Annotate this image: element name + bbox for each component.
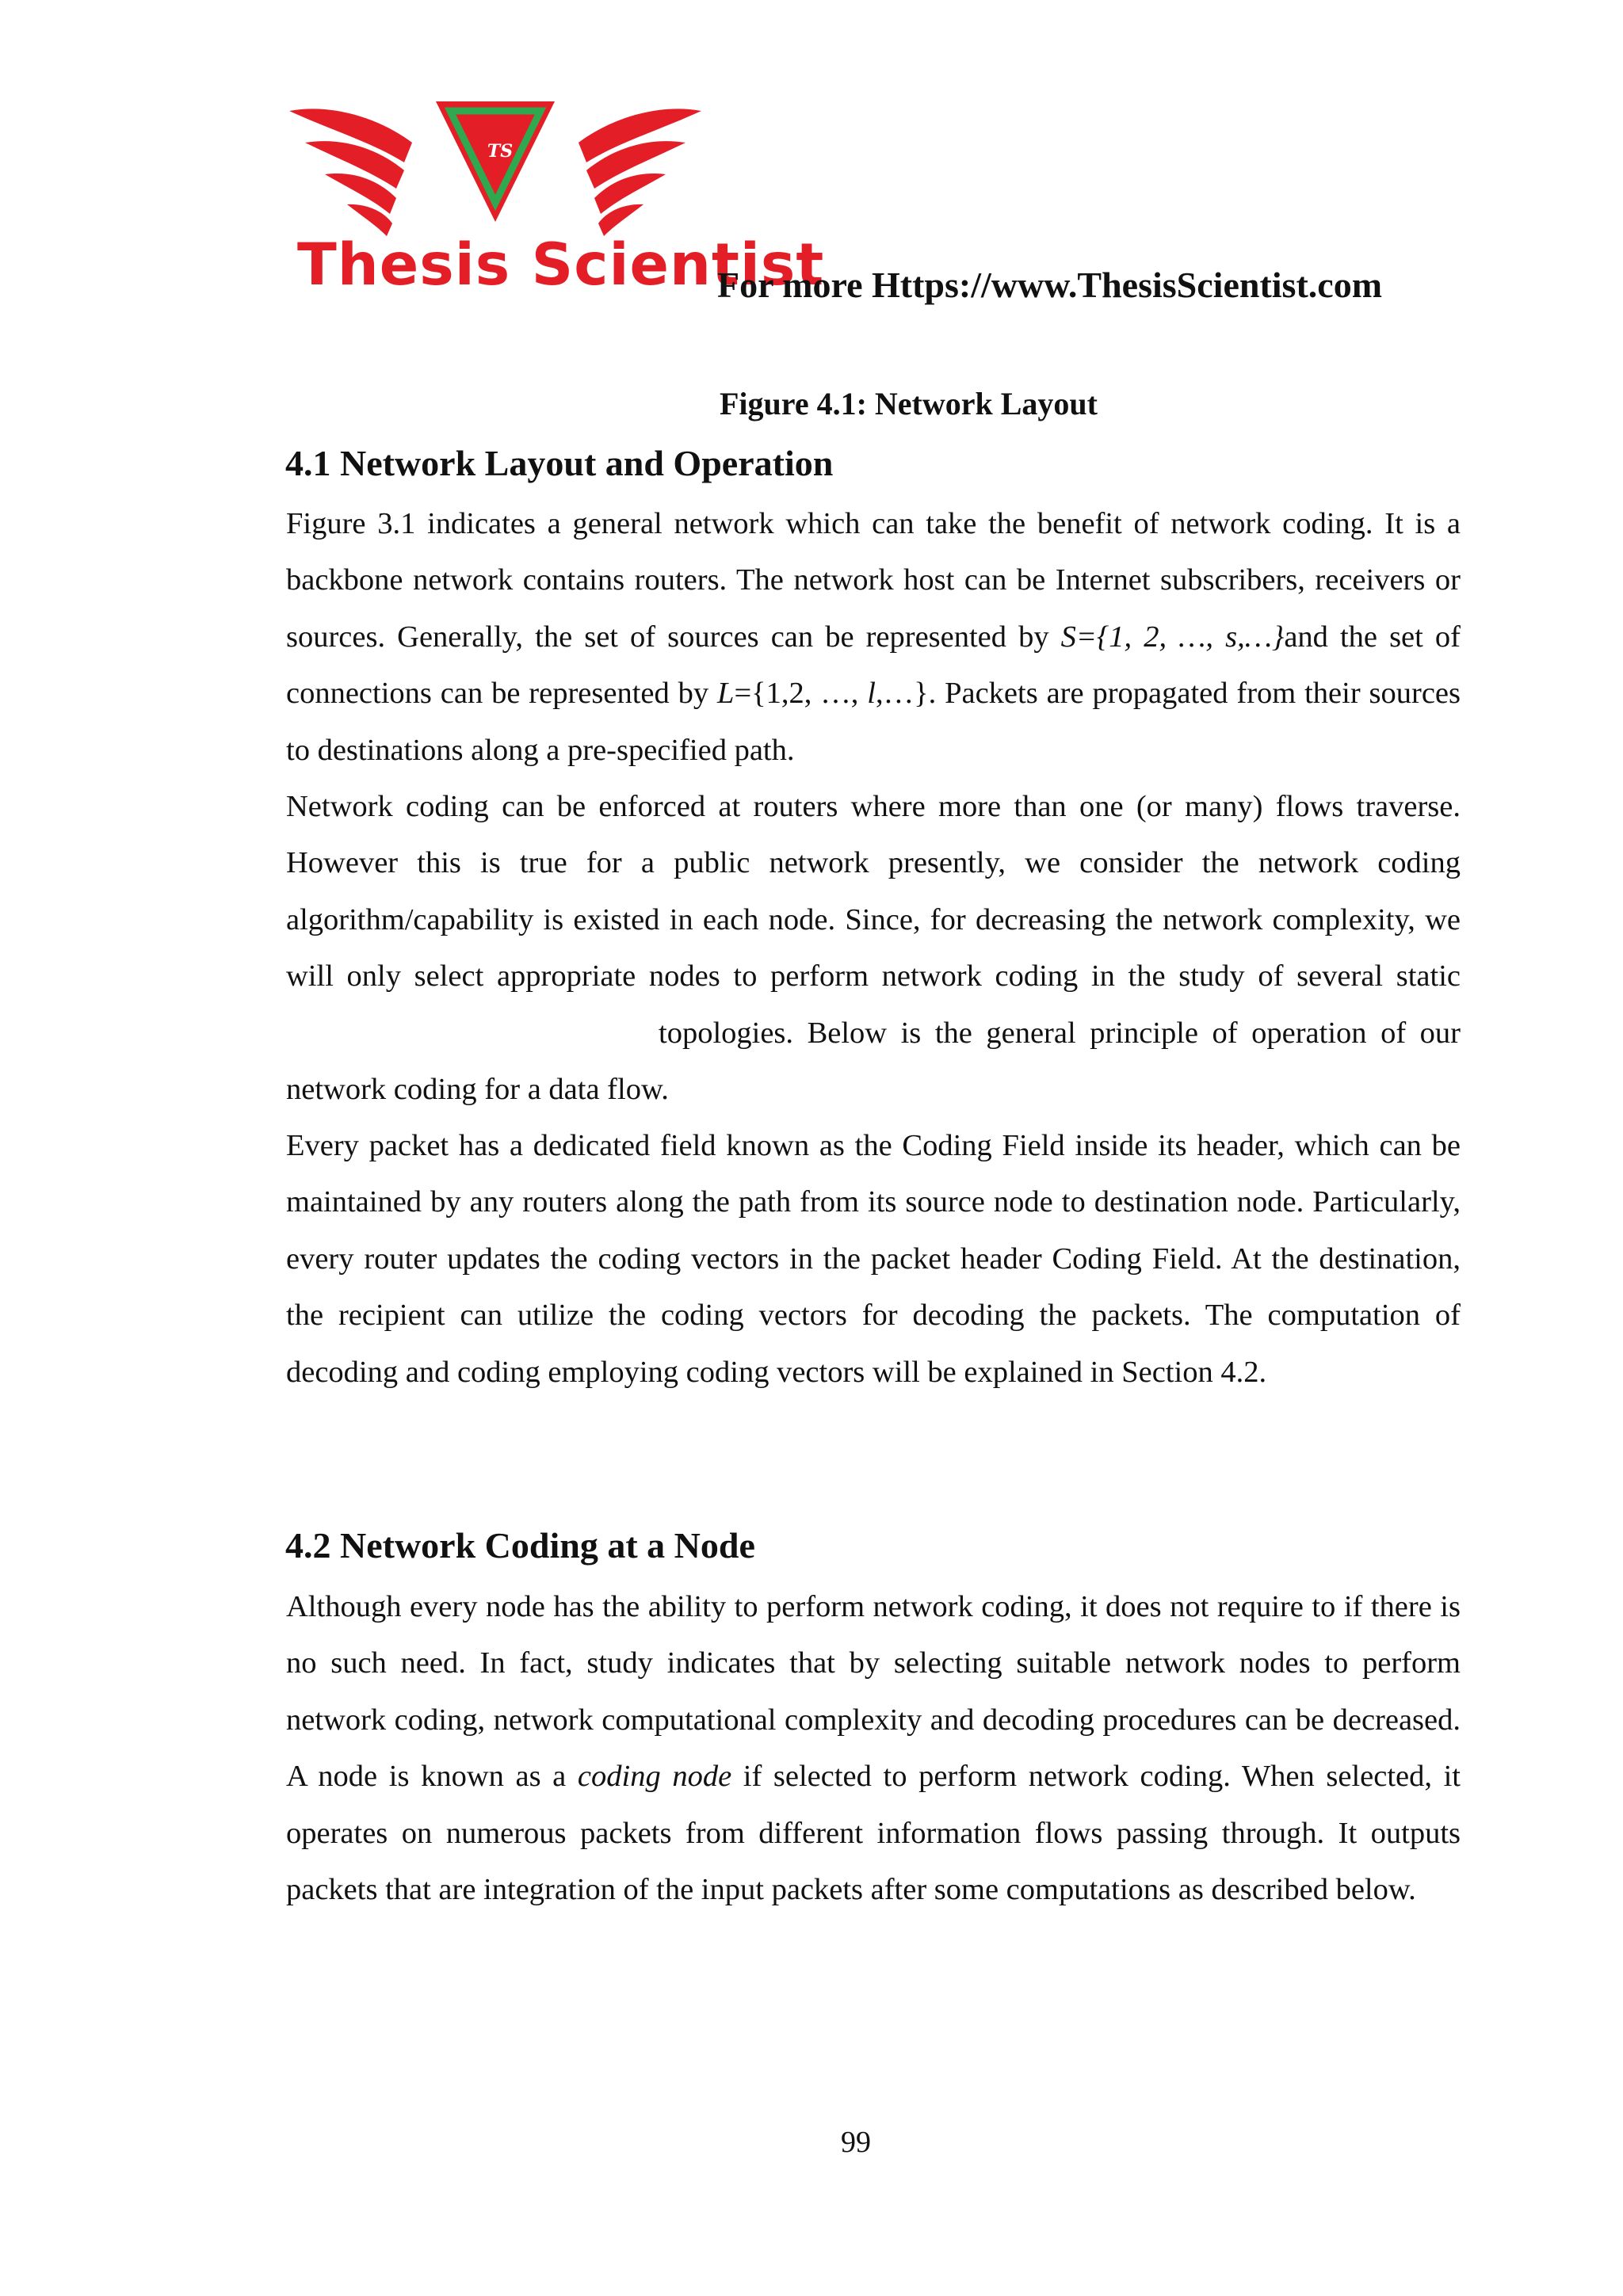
figure-caption: Figure 4.1: Network Layout xyxy=(720,386,1098,421)
paragraph-4-2-a: Although every node has the ability to perform network coding, it does not require to if there is no such need. In fact, study indicates that by selecting suitable network nodes to perform network coding, network computational complexity and decoding procedures can be decreased. A node is known as a coding node if selected to perform network coding. When selected, it operates on numerous packets from different information flows passing through. It outputs packets that are integration of the input packets after some computations as described below. xyxy=(286,1590,1461,1907)
left-wing-icon xyxy=(289,109,412,236)
section-heading-4-2: 4.2 Network Coding at a Node xyxy=(285,1525,755,1566)
paragraph-4-1-a: Figure 3.1 indicates a general network which can take the benefit of network coding. It is a backbone network contains routers. The network host can be Internet subscribers, receivers or sources. Generally, the set of sources can be represented by S={1, 2, …, s,…}and the set of connections can be represented by L={1,2, …, l,…}. Packets are propagated from their sources to destinations along a pre-specified path. xyxy=(286,507,1461,767)
right-wing-icon xyxy=(579,109,701,236)
header-website-link[interactable]: For more Https://www.ThesisScientist.com xyxy=(717,265,1383,305)
logo-text: Thesis Scientist xyxy=(297,231,825,299)
paragraph-4-1-b: Network coding can be enforced at routers where more than one (or many) flows traverse. However this is true for a public network presently, we consider the network coding algorithm/capability is existed in each node. Since, for decreasing the network complexity, we will only select appropriate nodes to perform network coding in the study of several statictopologies. Below is the general principle of operation of our network coding for a data flow. xyxy=(286,790,1461,1107)
ts-monogram-text: TS xyxy=(487,141,514,162)
ts-monogram xyxy=(482,135,518,166)
paragraph-4-1-c: Every packet has a dedicated field known as the Coding Field inside its header, which can be maintained by any routers along the path from its source node to destination node. Particularly, every router updates the coding vectors in the packet header Coding Field. At the destination, the recipient can utilize the coding vectors for decoding the packets. The computation of decoding and coding employing coding vectors will be explained in Section 4.2. xyxy=(286,1129,1461,1389)
section-heading-4-1: 4.1 Network Layout and Operation xyxy=(285,443,834,483)
page-number: 99 xyxy=(841,2126,871,2159)
